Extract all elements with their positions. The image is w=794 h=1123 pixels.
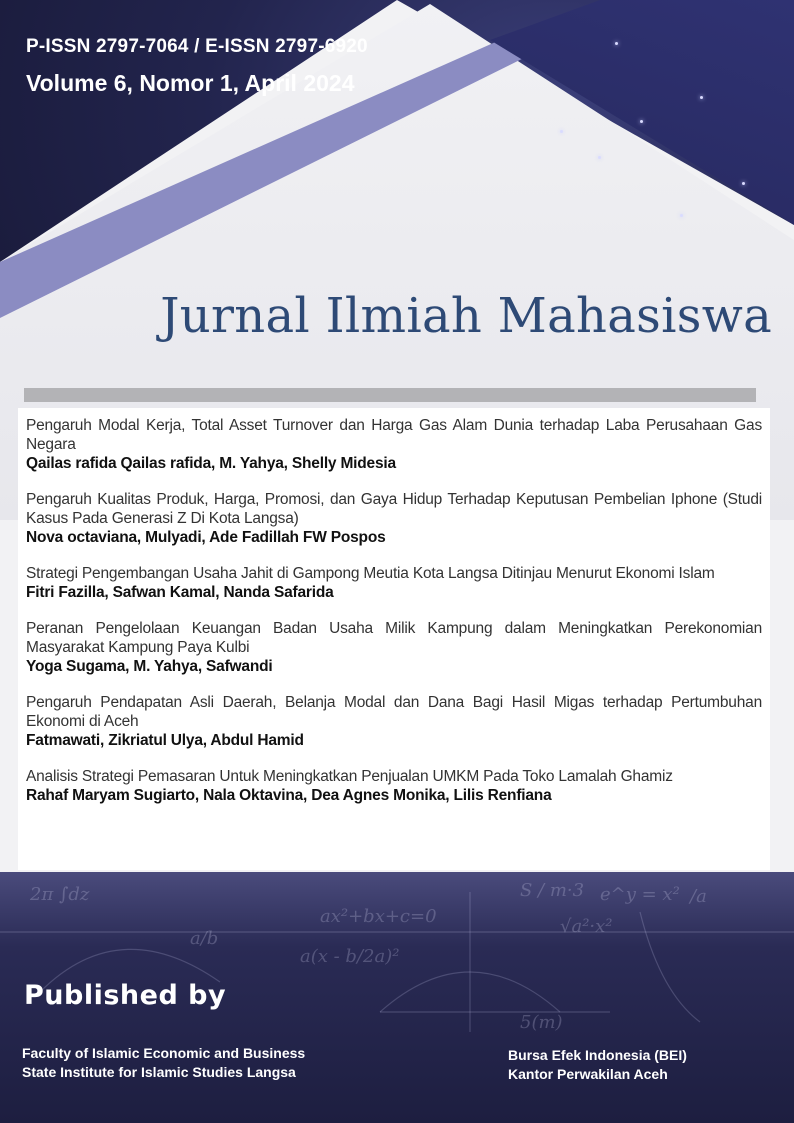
journal-title: Jurnal Ilmiah Mahasiswa [160, 288, 772, 344]
svg-text:a/b: a/b [190, 928, 219, 949]
article-authors: Rahaf Maryam Sugiarto, Nala Oktavina, Dea Agnes Monika, Lilis Renfiana [26, 787, 552, 804]
article-title: Peranan Pengelolaan Keuangan Badan Usaha Milik Kampung dalam Meningkatkan Perekonomian Masyarakat Kampung Paya Kulbi [26, 620, 762, 656]
partner-line: Bursa Efek Indonesia (BEI) [508, 1047, 687, 1063]
star-decoration [598, 156, 601, 159]
article-authors: Qailas rafida Qailas rafida, M. Yahya, Shelly Midesia [26, 455, 396, 472]
article-authors: Fatmawati, Zikriatul Ulya, Abdul Hamid [26, 732, 304, 749]
star-decoration [700, 96, 703, 99]
publisher-faculty [22, 1044, 305, 1082]
article-title: Analisis Strategi Pemasaran Untuk Meningkatkan Penjualan UMKM Pada Toko Lamalah Ghamiz [26, 768, 673, 785]
svg-text:2π ∫dz: 2π ∫dz [30, 884, 90, 905]
article-title: Pengaruh Modal Kerja, Total Asset Turnover dan Harga Gas Alam Dunia terhadap Laba Perusahaan Gas Negara [26, 417, 762, 453]
article-item [26, 767, 762, 806]
publisher-line: State Institute for Islamic Studies Langsa [22, 1064, 296, 1080]
article-authors: Yoga Sugama, M. Yahya, Safwandi [26, 658, 273, 675]
article-item [26, 693, 762, 751]
svg-text:S / m·3: S / m·3 [520, 880, 585, 901]
svg-text:/a: /a [690, 886, 707, 907]
svg-text:a(x - b/2a)²: a(x - b/2a)² [300, 946, 400, 967]
article-title: Pengaruh Kualitas Produk, Harga, Promosi, dan Gaya Hidup Terhadap Keputusan Pembelian Iphone (Studi Kasus Pada Generasi Z Di Kota Langsa) [26, 491, 762, 527]
article-authors: Fitri Fazilla, Safwan Kamal, Nanda Safarida [26, 584, 334, 601]
article-title: Strategi Pengembangan Usaha Jahit di Gampong Meutia Kota Langsa Ditinjau Menurut Ekonomi Islam [26, 565, 715, 582]
svg-text:√a²·x²: √a²·x² [560, 916, 613, 937]
divider-bar [24, 388, 756, 402]
svg-text:e^y = x²: e^y = x² [600, 884, 680, 905]
star-decoration [680, 214, 683, 217]
star-decoration [615, 42, 618, 45]
article-item [26, 490, 762, 548]
publisher-partner [508, 1046, 687, 1084]
star-decoration [640, 120, 643, 123]
published-by-heading: Published by [24, 980, 227, 1011]
volume-text: Volume 6, Nomor 1, April 2024 [26, 70, 355, 96]
publisher-line: Faculty of Islamic Economic and Business [22, 1045, 306, 1061]
svg-text:ax²+bx+c=0: ax²+bx+c=0 [320, 906, 437, 927]
article-item [26, 564, 762, 603]
partner-line: Kantor Perwakilan Aceh [508, 1066, 668, 1082]
article-item [26, 416, 762, 474]
article-title: Pengaruh Pendapatan Asli Daerah, Belanja Modal dan Dana Bagi Hasil Migas terhadap Pertumbuhan Ekonomi di Aceh [26, 694, 762, 730]
article-item [26, 619, 762, 677]
article-authors: Nova octaviana, Mulyadi, Ade Fadillah FW Pospos [26, 529, 386, 546]
svg-text:5(m): 5(m) [520, 1012, 563, 1033]
star-decoration [560, 130, 563, 133]
issn-text: P-ISSN 2797-7064 / E-ISSN 2797-6920 [26, 36, 368, 57]
article-list [18, 408, 770, 870]
star-decoration [742, 182, 745, 185]
